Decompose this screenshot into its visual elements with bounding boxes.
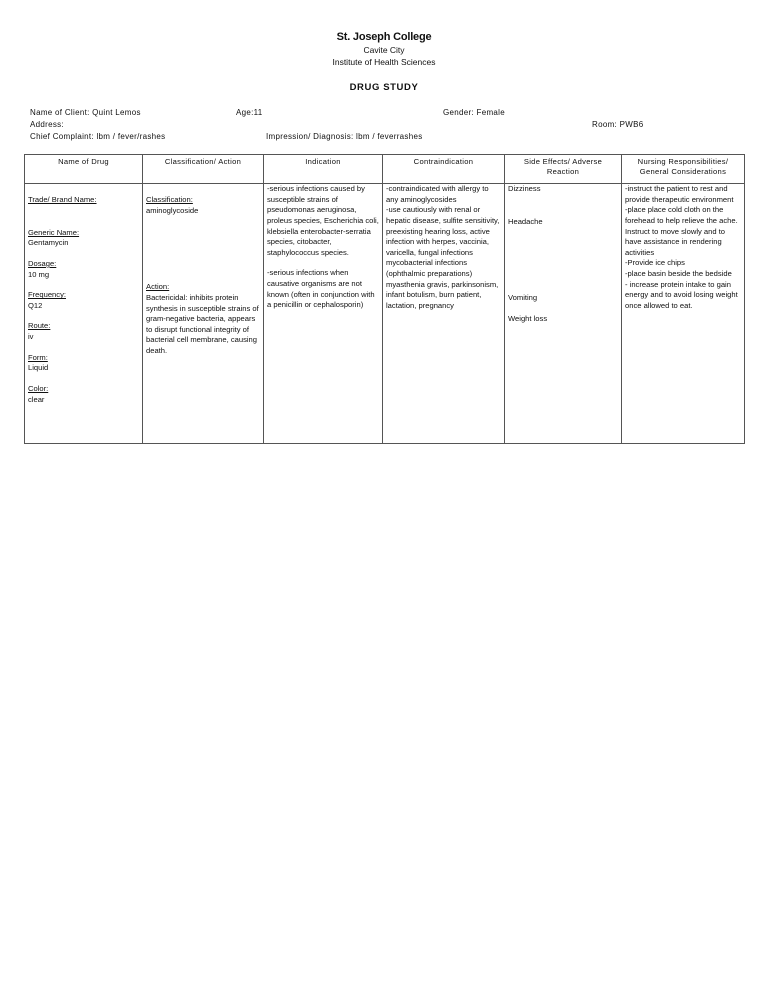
cell-side-effects <box>505 184 622 444</box>
side-effect-item: Weight loss <box>508 313 548 323</box>
impression-diagnosis: Impression/ Diagnosis: lbm / feverrashes <box>266 132 423 141</box>
side-effect-item: Headache <box>508 216 543 226</box>
color-value: clear <box>28 394 45 404</box>
classification-label: Classification: <box>146 195 193 204</box>
nursing-item: -place basin beside the bedside <box>625 269 732 278</box>
dosage-label: Dosage: <box>28 258 57 268</box>
cell-indication <box>264 184 383 444</box>
chief-complaint: Chief Complaint: lbm / fever/rashes <box>30 132 166 141</box>
frequency-label: Frequency: <box>28 290 66 300</box>
side-effect-item: Vomiting <box>508 293 538 303</box>
client-age: Age:11 <box>236 108 263 117</box>
client-room: Room: PWB6 <box>592 120 644 129</box>
route-label: Route: <box>28 321 51 331</box>
generic-name-value: Gentamycin <box>28 238 69 248</box>
action-label: Action: <box>146 282 170 292</box>
college-city: Cavite City <box>363 45 405 55</box>
contraindication-text-2: -use cautiously with renal or hepatic disease, sulfite sensitivity, preexisting hearing loss, active infection with herpes, vaccinia, varicella, fungal infections mycobacterial infections (ophthalmic preparations) myasthenia gravis, parkinsonism, infant botulism, burn patient, lactation, pregnancy <box>386 205 500 310</box>
client-gender: Gender: Female <box>443 108 506 117</box>
side-effect-item: Dizziness <box>508 184 541 193</box>
header-nursing-responsibilities: Nursing Responsibilities/ General Considerations <box>622 155 745 184</box>
nursing-item: -instruct the patient to rest and provide therapeutic environment <box>625 184 734 204</box>
client-address: Address: <box>30 120 64 129</box>
client-name: Name of Client: Quint Lemos <box>30 108 141 117</box>
nursing-item: -Provide ice chips <box>625 258 685 268</box>
form-value: Liquid <box>28 363 49 373</box>
drug-study-table <box>24 154 745 444</box>
form-label: Form: <box>28 352 48 362</box>
cell-classification-action <box>143 184 264 444</box>
nursing-item: Instruct to move slowly and to have assistance in rendering activities <box>625 226 726 257</box>
header-name-of-drug: Name of Drug <box>25 155 143 184</box>
header-contraindication: Contraindication <box>383 155 505 184</box>
indication-text-1: -serious infections caused by susceptible strains of pseudomonas aeruginosa, proleus species, Escherichia coli, klebsiella enterobacter-serratia species, citobacter, staphylococcus species. <box>267 184 379 257</box>
color-label: Color: <box>28 383 49 393</box>
generic-name-label: Generic Name: <box>28 227 80 237</box>
nursing-item: - increase protein intake to gain energy and to avoid losing weight once allowed to eat. <box>625 279 738 310</box>
cell-name-of-drug <box>25 184 143 444</box>
action-value: Bactericidal: inhibits protein synthesis in susceptible strains of gram-negative bacteria, appears to disrupt functional integrity of bacterial cell membrane, causing death. <box>146 292 259 355</box>
nursing-item: -place place cold cloth on the forehead to help relieve the ache. <box>625 205 738 225</box>
classification-value: aminoglycoside <box>146 205 199 215</box>
table-header-row <box>25 155 745 184</box>
route-value: iv <box>28 332 34 341</box>
indication-text-2: -serious infections when causative organisms are not known (often in conjunction with a penicillin or cephalosporin) <box>267 268 375 310</box>
document-title: DRUG STUDY <box>349 82 419 93</box>
dosage-value: 10 mg <box>28 269 50 279</box>
header-indication: Indication <box>264 155 383 184</box>
trade-name-label: Trade/ Brand Name: <box>28 195 97 204</box>
frequency-value: Q12 <box>28 300 43 310</box>
institute-name: Institute of Health Sciences <box>332 57 436 67</box>
header-classification-action: Classification/ Action <box>143 155 264 184</box>
college-name: St. Joseph College <box>336 31 432 43</box>
header-side-effects: Side Effects/ Adverse Reaction <box>505 155 622 184</box>
cell-nursing-responsibilities <box>622 184 745 444</box>
cell-contraindication <box>383 184 505 444</box>
table-row <box>25 184 745 444</box>
contraindication-text-1: -contraindicated with allergy to any aminoglycosides <box>386 184 489 204</box>
